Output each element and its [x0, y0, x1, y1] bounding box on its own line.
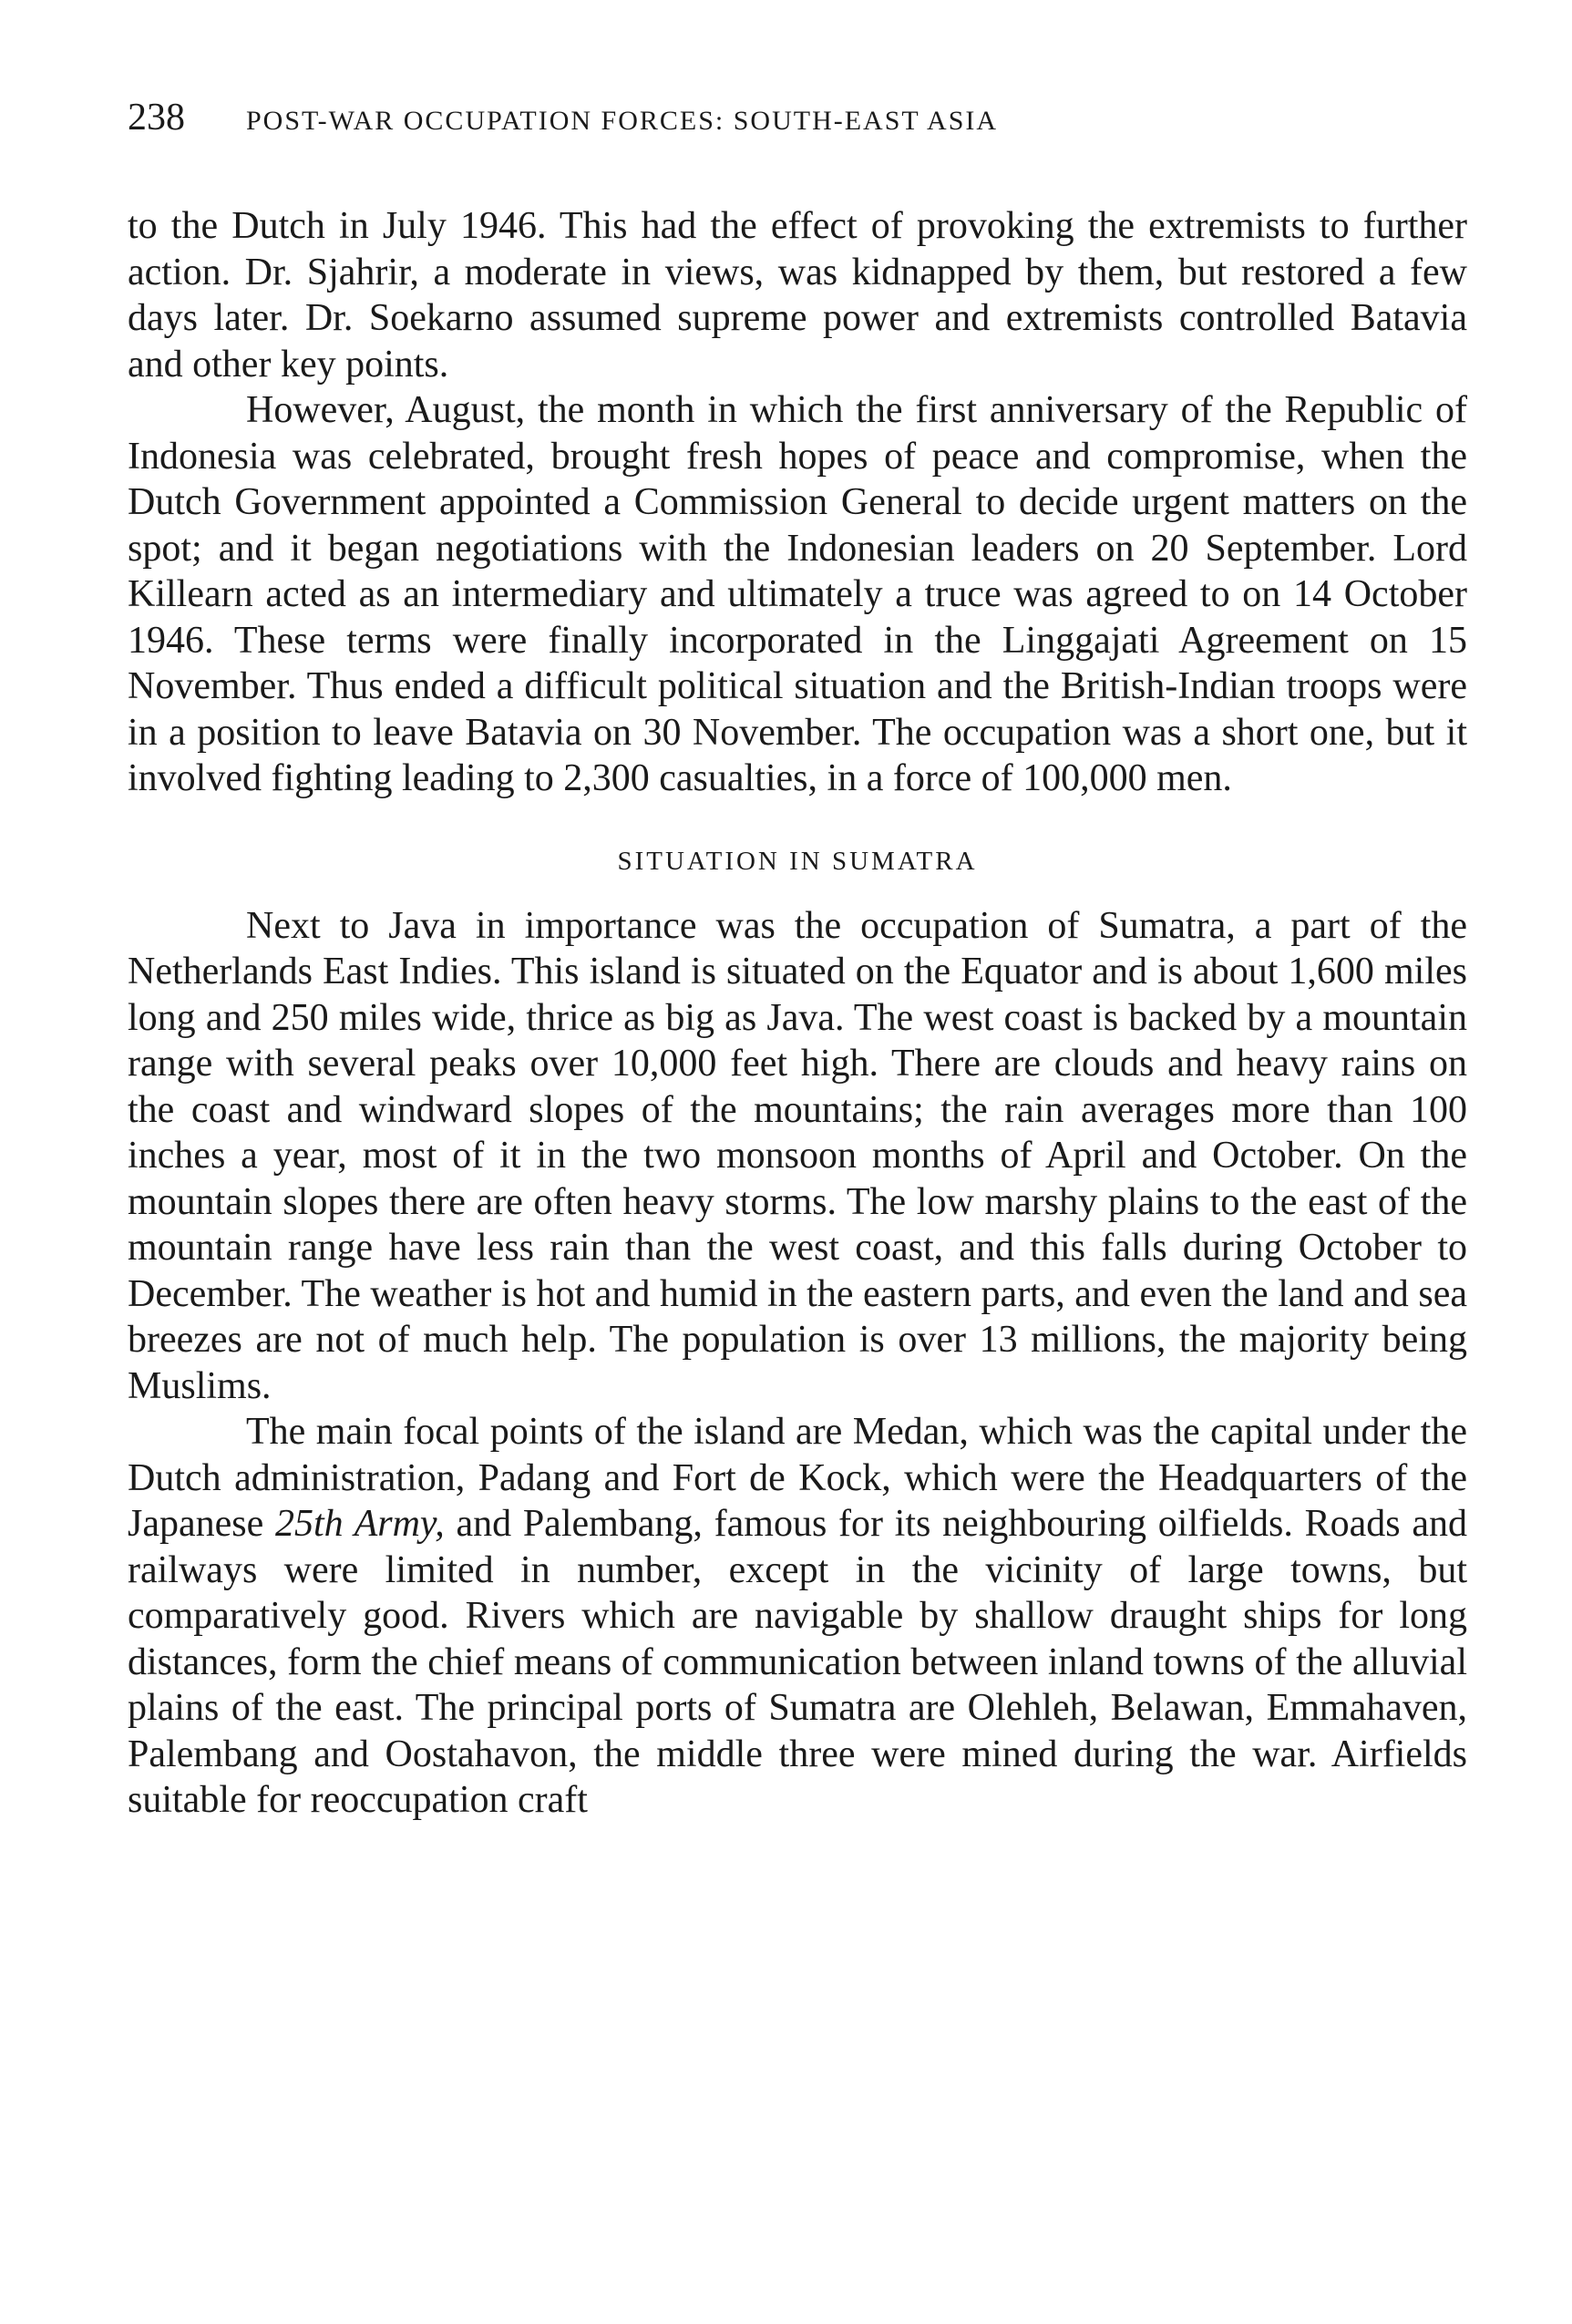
paragraph-continued: to the Dutch in July 1946. This had the effect of provoking the extremists to further action. Dr. Sjahrir, a moderate in views, was kidnapped by them, but restored a few days later. Dr. Soekarno assumed supreme power and extremists controlled Batavia and other key points.	[128, 205, 1467, 386]
army-designation: 25th Army,	[274, 1503, 445, 1545]
running-title: POST-WAR OCCUPATION FORCES: SOUTH-EAST ASIA	[246, 106, 999, 136]
paragraph-sumatra-geography: Next to Java in importance was the occupation of Sumatra, a part of the Netherlands East Indies. This island is situated on the Equator and is about 1,600 miles long and 250 miles wide, thrice as big as Java. The west coast is backed by a mountain range with several peaks over 10,000 feet high. There are clouds and heavy rains on the coast and windward slopes of the mountains; the rain averages more than 100 inches a year, most of it in the two monsoon months of April and October. On the mountain slopes there are often heavy storms. The low marshy plains to the east of the mountain range have less rain than the west coast, and this falls during October to December. The weather is hot and humid in the eastern parts, and even the land and sea breezes are not of much help. The population is over 13 millions, the majority being Muslims.	[128, 904, 1467, 1407]
page-number: 238	[128, 97, 185, 139]
running-head	[128, 96, 1467, 159]
paragraph-focal-points-end: and Palembang, famous for its neighbouring oilfields. Roads and railways were limited in number, except in the vicinity of large towns, but comparatively good. Rivers which are navigable by shallow draught ships for long distances, form the chief means of communication between inland towns of the alluvial plains of the east. The principal ports of Sumatra are Olehleh, Belawan, Emmahaven, Palembang and Oostahavon, the middle three were mined during the war. Airfields suitable for reoccupation craft	[128, 1503, 1467, 1821]
paragraph-focal-points-start: The main focal points of the island are Medan, which was the capital under the Dutch administration, Padang and Fort de Kock, which were the Headquarters of the Japanese	[128, 1411, 1467, 1545]
paragraph-truce: However, August, the month in which the first anniversary of the Republic of Indonesia was celebrated, brought fresh hopes of peace and compromise, when the Dutch Government appointed a Commission General to decide urgent matters on the spot; and it began negotiations with the Indonesian leaders on 20 September. Lord Killearn acted as an intermediary and ultimately a truce was agreed to on 14 October 1946. These terms were finally incorporated in the Linggajati Agreement on 15 November. Thus ended a difficult political situation and the British-Indian troops were in a position to leave Batavia on 30 November. The occupation was a short one, but it involved fighting leading to 2,300 casualties, in a force of 100,000 men.	[128, 389, 1467, 799]
document-page	[128, 96, 1467, 1824]
section-heading: SITUATION IN SUMATRA	[617, 846, 978, 876]
paragraph-focal-points	[128, 1409, 1467, 1824]
